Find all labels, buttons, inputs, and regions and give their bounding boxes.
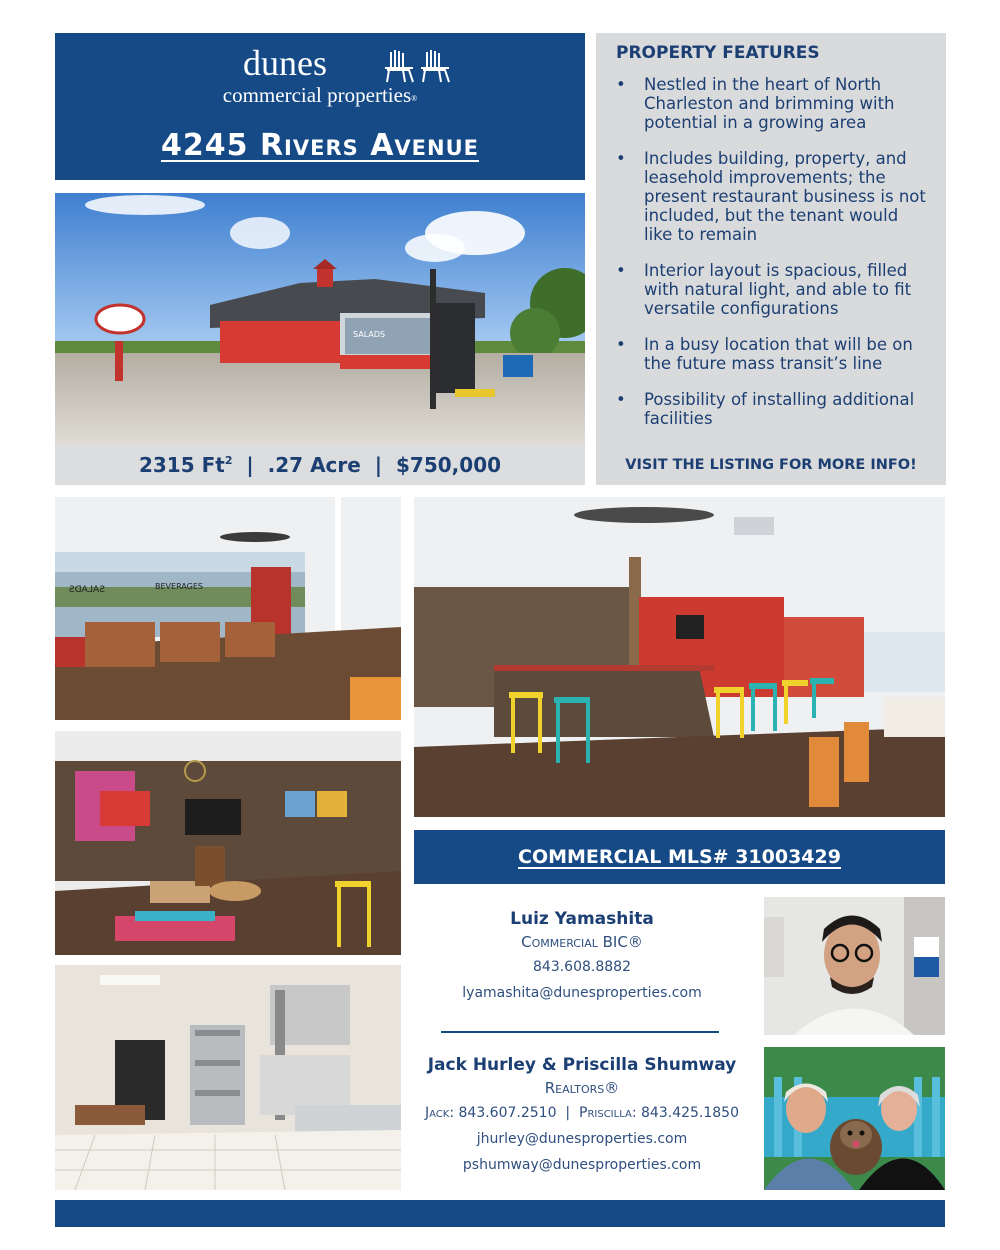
- acreage-value: .27 Acre: [267, 453, 361, 477]
- hero-photo-exterior: [55, 193, 585, 445]
- features-title: PROPERTY FEATURES: [616, 43, 820, 63]
- stats-separator: |: [246, 453, 254, 477]
- agent-phone[interactable]: 843.608.8882: [533, 959, 631, 975]
- bullet-icon: •: [616, 75, 626, 94]
- feature-item: • Nestled in the heart of North Charleston and brimming with potential in a growing area: [616, 75, 895, 132]
- hero-sign-salads: SALADS: [353, 330, 386, 339]
- header-banner: [55, 33, 585, 180]
- agent-name: Jack Hurley & Priscilla Shumway: [427, 1055, 737, 1075]
- photo-kitchen: [55, 965, 401, 1190]
- price-value: $750,000: [396, 453, 502, 477]
- photo-bar-area: [414, 497, 945, 817]
- area-value: 2315 Ft$^2$: [138, 453, 233, 477]
- property-features-panel: [596, 33, 946, 485]
- jack-phone[interactable]: Jack: 843.607.2510: [425, 1105, 557, 1121]
- dining-sign-salads: SALADS: [68, 585, 105, 595]
- footer-bar: [55, 1200, 945, 1227]
- stats-separator: |: [374, 453, 383, 477]
- agent-title: Realtors®: [544, 1079, 620, 1097]
- portrait-luiz-yamashita: [764, 897, 945, 1035]
- agent-email[interactable]: pshumway@dunesproperties.com: [462, 1157, 702, 1173]
- agent-email[interactable]: jhurley@dunesproperties.com: [476, 1131, 688, 1147]
- feature-item: • In a busy location that will be on the future mass transit’s line: [616, 335, 913, 373]
- photo-dining-room: [55, 497, 401, 720]
- priscilla-phone[interactable]: Priscilla: 843.425.1850: [579, 1105, 739, 1121]
- photo-lounge-area: [55, 731, 401, 955]
- adirondack-chairs-icon: [383, 48, 453, 84]
- features-list: [616, 75, 926, 428]
- feature-item: • Includes building, property, and leasehold improvements; the present restaurant business is not included, but the tenant would like to remain: [616, 149, 926, 244]
- bullet-icon: •: [616, 390, 626, 409]
- property-address: 4245 Rivers Avenue: [161, 128, 479, 163]
- dining-sign-beverages: BEVERAGES: [155, 582, 203, 591]
- bullet-icon: •: [616, 335, 626, 354]
- registered-mark: ®: [411, 94, 418, 103]
- phone-separator: |: [565, 1105, 571, 1121]
- agent-contact-hurley-shumway: [414, 1054, 750, 1178]
- agent-name: Luiz Yamashita: [510, 909, 654, 929]
- listing-stats-bar: [55, 445, 585, 485]
- brand-logo-subtitle: commercial properties®: [222, 83, 418, 107]
- agent-contact-luiz: [414, 908, 750, 1006]
- agent-divider: [441, 1031, 719, 1033]
- agent-title: Commercial BIC®: [521, 933, 643, 951]
- brand-logo-wordmark: dunes: [243, 43, 327, 83]
- feature-item: • Interior layout is spacious, filled with natural light, and able to fit versatile configurations: [616, 261, 912, 318]
- agent-phones: [414, 1100, 750, 1126]
- feature-item: • Possibility of installing additional facilities: [616, 390, 915, 428]
- mls-number-banner: COMMERCIAL MLS# 31003429: [414, 830, 945, 884]
- bullet-icon: •: [616, 261, 626, 280]
- listing-cta-link[interactable]: VISIT THE LISTING FOR MORE INFO!: [625, 457, 917, 473]
- agent-email[interactable]: lyamashita@dunesproperties.com: [462, 985, 702, 1001]
- portrait-hurley-shumway: [764, 1047, 945, 1190]
- bullet-icon: •: [616, 149, 626, 168]
